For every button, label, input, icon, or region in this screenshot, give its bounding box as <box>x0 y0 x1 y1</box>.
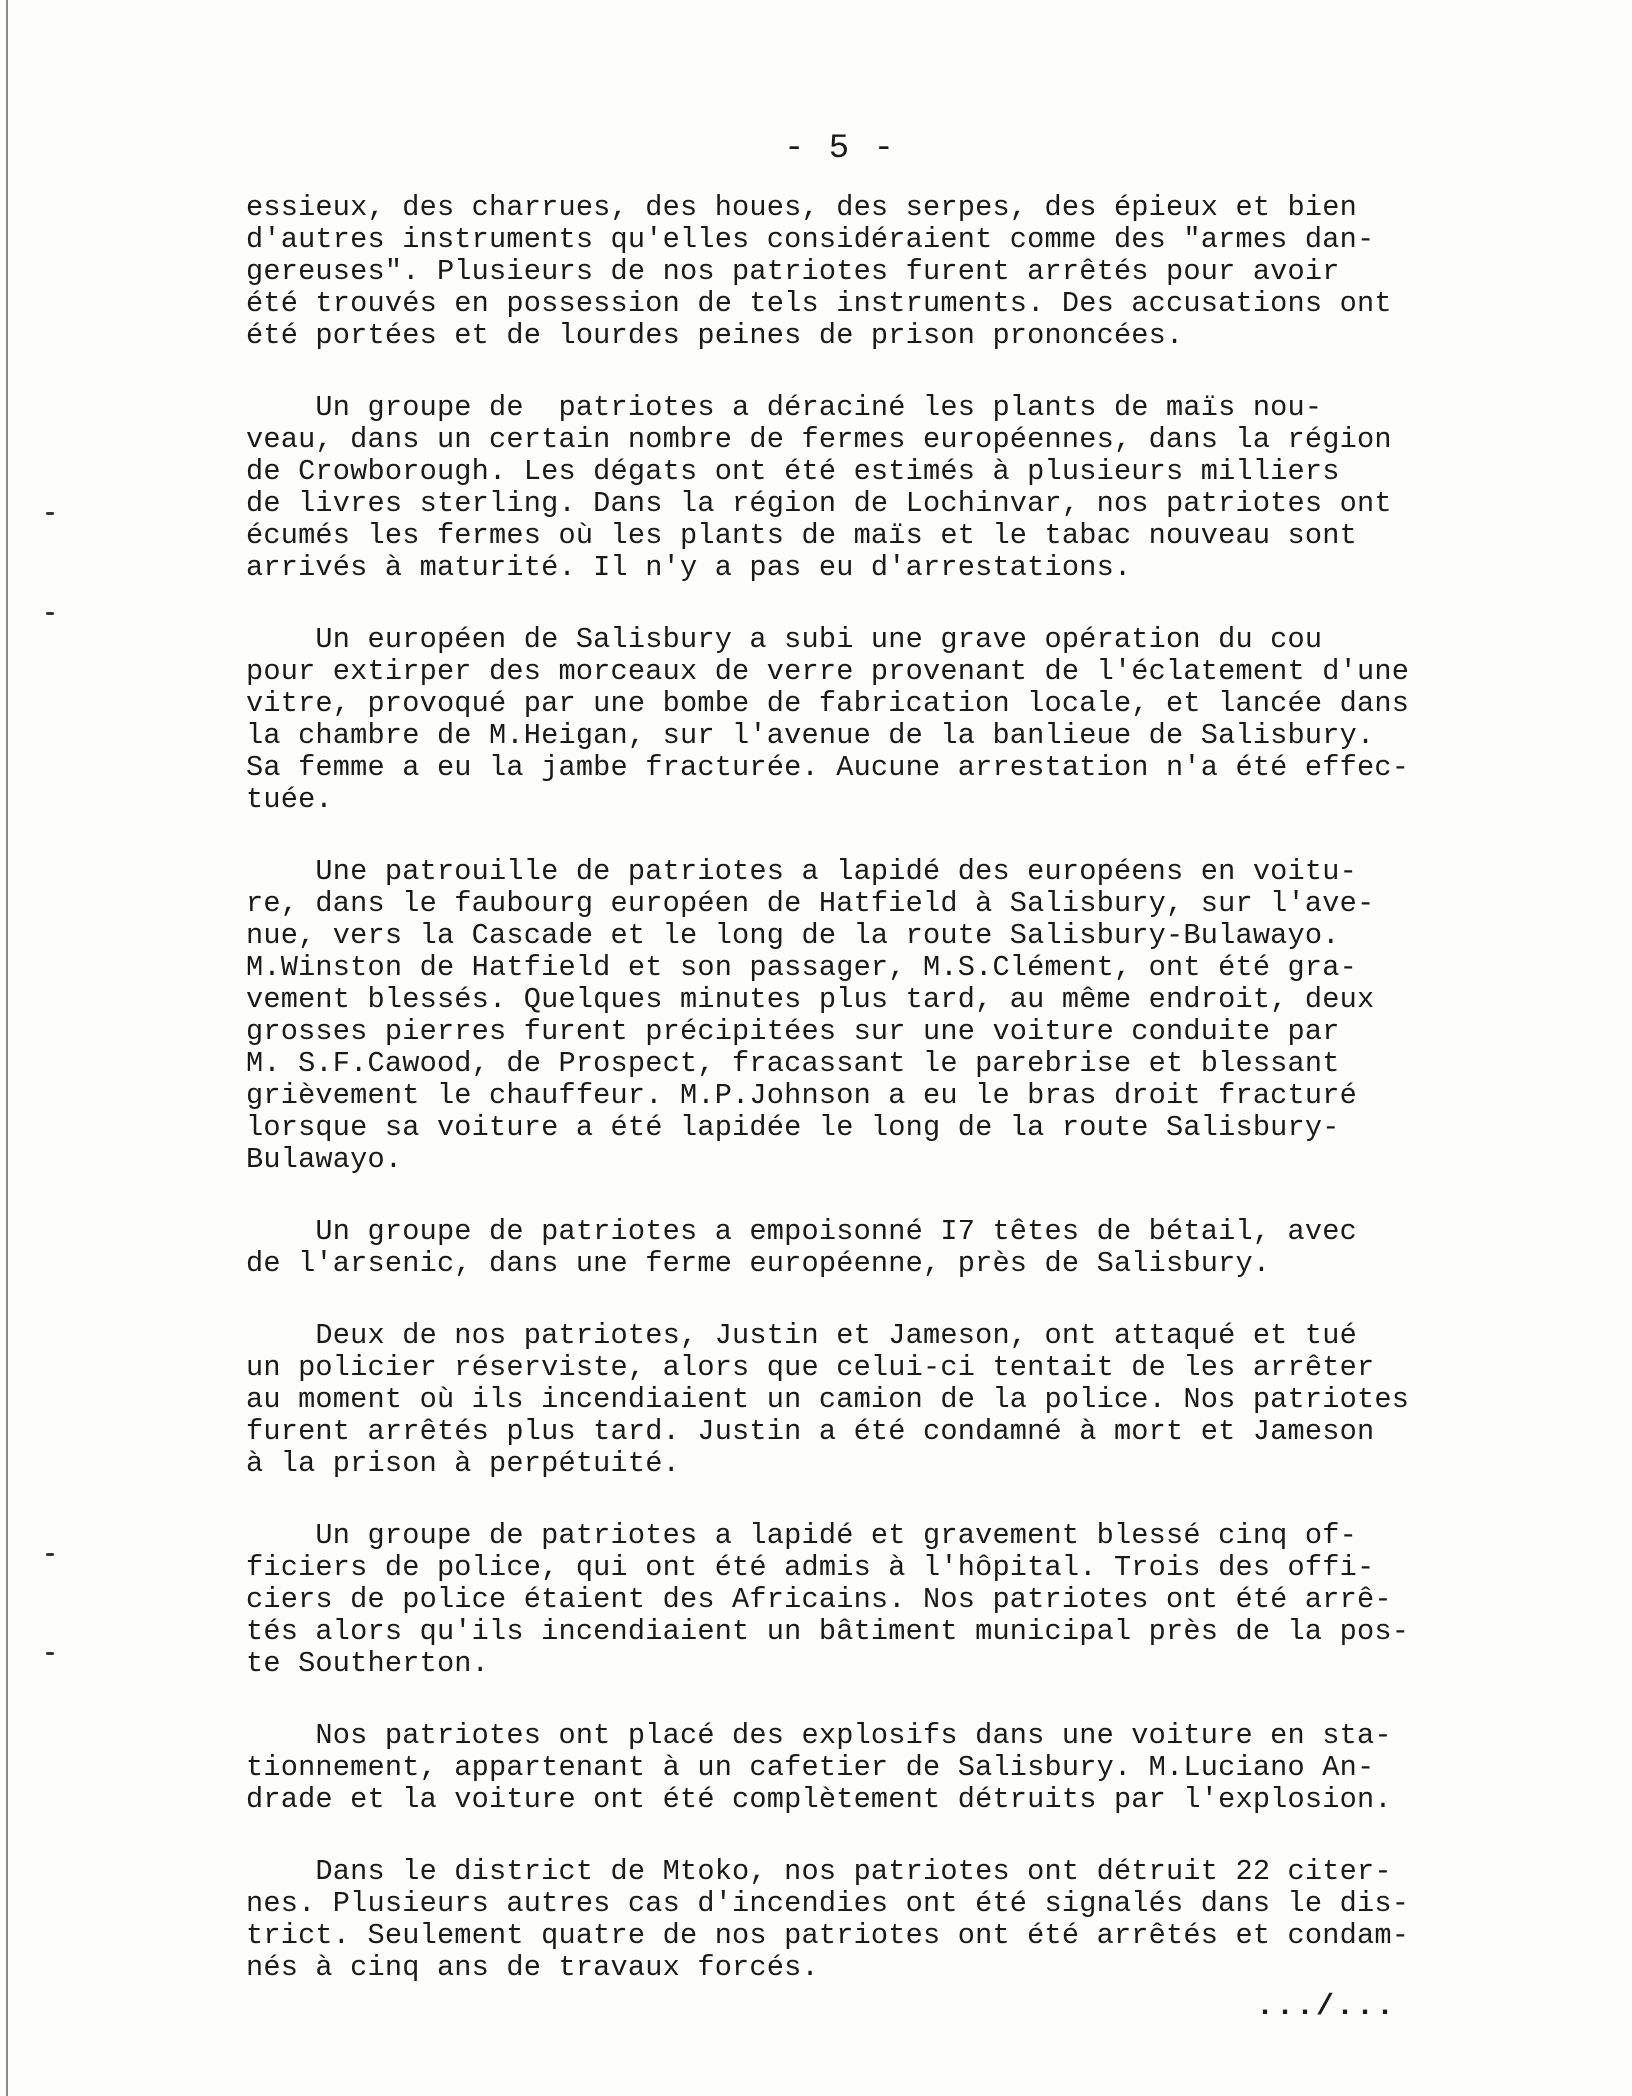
text-line: lorsque sa voiture a été lapidée le long de la route Salisbury- <box>246 1111 1340 1144</box>
text-line: te Southerton. <box>246 1647 490 1680</box>
text-line: ciers de police étaient des Africains. Nos patriotes ont été arrê- <box>246 1583 1392 1616</box>
text-line: gereuses". Plusieurs de nos patriotes furent arrêtés pour avoir <box>246 255 1340 288</box>
text-line: nes. Plusieurs autres cas d'incendies ont été signalés dans le dis- <box>246 1887 1410 1920</box>
text-line: tionnement, appartenant à un cafetier de Salisbury. M.Luciano An- <box>246 1751 1375 1784</box>
text-line: Un groupe de patriotes a empoisonné I7 têtes de bétail, avec <box>246 1215 1357 1248</box>
text-line: vement blessés. Quelques minutes plus tard, au même endroit, deux <box>246 983 1375 1016</box>
paragraph <box>246 192 1526 352</box>
margin-mark <box>46 1553 54 1556</box>
text-line: un policier réserviste, alors que celui-ci tentait de les arrêter <box>246 1351 1375 1384</box>
text-line: été trouvés en possession de tels instruments. Des accusations ont <box>246 287 1392 320</box>
text-line: de livres sterling. Dans la région de Lochinvar, nos patriotes ont <box>246 487 1392 520</box>
text-line: Un groupe de patriotes a lapidé et gravement blessé cinq of- <box>246 1519 1357 1552</box>
text-line: écumés les fermes où les plants de maïs et le tabac nouveau sont <box>246 519 1357 552</box>
text-line: M. S.F.Cawood, de Prospect, fracassant le parebrise et blessant <box>246 1047 1340 1080</box>
text-line: Dans le district de Mtoko, nos patriotes ont détruit 22 citer- <box>246 1855 1392 1888</box>
text-line: grosses pierres furent précipitées sur une voiture conduite par <box>246 1015 1340 1048</box>
text-line: Bulawayo. <box>246 1143 403 1176</box>
text-line: Deux de nos patriotes, Justin et Jameson, ont attaqué et tué <box>246 1319 1357 1352</box>
text-line: Une patrouille de patriotes a lapidé des européens en voitu- <box>246 855 1357 888</box>
paragraph <box>246 1856 1526 1984</box>
text-line: Un européen de Salisbury a subi une grave opération du cou <box>246 623 1323 656</box>
paragraph <box>246 624 1526 816</box>
text-line: ficiers de police, qui ont été admis à l'hôpital. Trois des offi- <box>246 1551 1375 1584</box>
text-line: de Crowborough. Les dégats ont été estimés à plusieurs milliers <box>246 455 1340 488</box>
text-line: trict. Seulement quatre de nos patriotes ont été arrêtés et condam- <box>246 1919 1410 1952</box>
text-line: Nos patriotes ont placé des explosifs dans une voiture en sta- <box>246 1719 1392 1752</box>
body-text <box>246 192 1526 2024</box>
text-line: re, dans le faubourg européen de Hatfield à Salisbury, sur l'ave- <box>246 887 1375 920</box>
margin-mark <box>46 1652 54 1655</box>
text-line: de l'arsenic, dans une ferme européenne, près de Salisbury. <box>246 1247 1271 1280</box>
scan-edge-line <box>6 0 8 2096</box>
paragraph <box>246 1520 1526 1680</box>
text-line: Un groupe de patriotes a déraciné les plants de maïs nou- <box>246 391 1323 424</box>
text-line: pour extirper des morceaux de verre provenant de l'éclatement d'une <box>246 655 1410 688</box>
continuation-mark: .../... <box>1256 1990 1397 2024</box>
paragraph <box>246 1216 1526 1280</box>
text-line: nés à cinq ans de travaux forcés. <box>246 1951 819 1984</box>
page-number: - 5 - <box>783 130 897 168</box>
paragraph <box>246 1320 1526 1480</box>
text-line: veau, dans un certain nombre de fermes européennes, dans la région <box>246 423 1392 456</box>
text-line: d'autres instruments qu'elles considéraient comme des "armes dan- <box>246 223 1375 256</box>
margin-mark <box>46 512 54 515</box>
text-line: arrivés à maturité. Il n'y a pas eu d'arrestations. <box>246 551 1132 584</box>
text-line: grièvement le chauffeur. M.P.Johnson a eu le bras droit fracturé <box>246 1079 1357 1112</box>
text-line: la chambre de M.Heigan, sur l'avenue de la banlieue de Salisbury. <box>246 719 1375 752</box>
text-line: M.Winston de Hatfield et son passager, M.S.Clément, ont été gra- <box>246 951 1357 984</box>
text-line: à la prison à perpétuité. <box>246 1447 680 1480</box>
paragraph <box>246 1720 1526 1816</box>
paragraph <box>246 392 1526 584</box>
text-line: essieux, des charrues, des houes, des serpes, des épieux et bien <box>246 191 1357 224</box>
text-line: au moment où ils incendiaient un camion de la police. Nos patriotes <box>246 1383 1410 1416</box>
text-line: Sa femme a eu la jambe fracturée. Aucune arrestation n'a été effec- <box>246 751 1410 784</box>
text-line: drade et la voiture ont été complètement détruits par l'explosion. <box>246 1783 1392 1816</box>
text-line: nue, vers la Cascade et le long de la route Salisbury-Bulawayo. <box>246 919 1340 952</box>
text-line: été portées et de lourdes peines de prison prononcées. <box>246 319 1184 352</box>
text-line: tuée. <box>246 783 333 816</box>
margin-mark <box>46 612 54 615</box>
paragraph <box>246 856 1526 1176</box>
text-line: tés alors qu'ils incendiaient un bâtiment municipal près de la pos- <box>246 1615 1410 1648</box>
text-line: furent arrêtés plus tard. Justin a été condamné à mort et Jameson <box>246 1415 1375 1448</box>
text-line: vitre, provoqué par une bombe de fabrication locale, et lancée dans <box>246 687 1410 720</box>
